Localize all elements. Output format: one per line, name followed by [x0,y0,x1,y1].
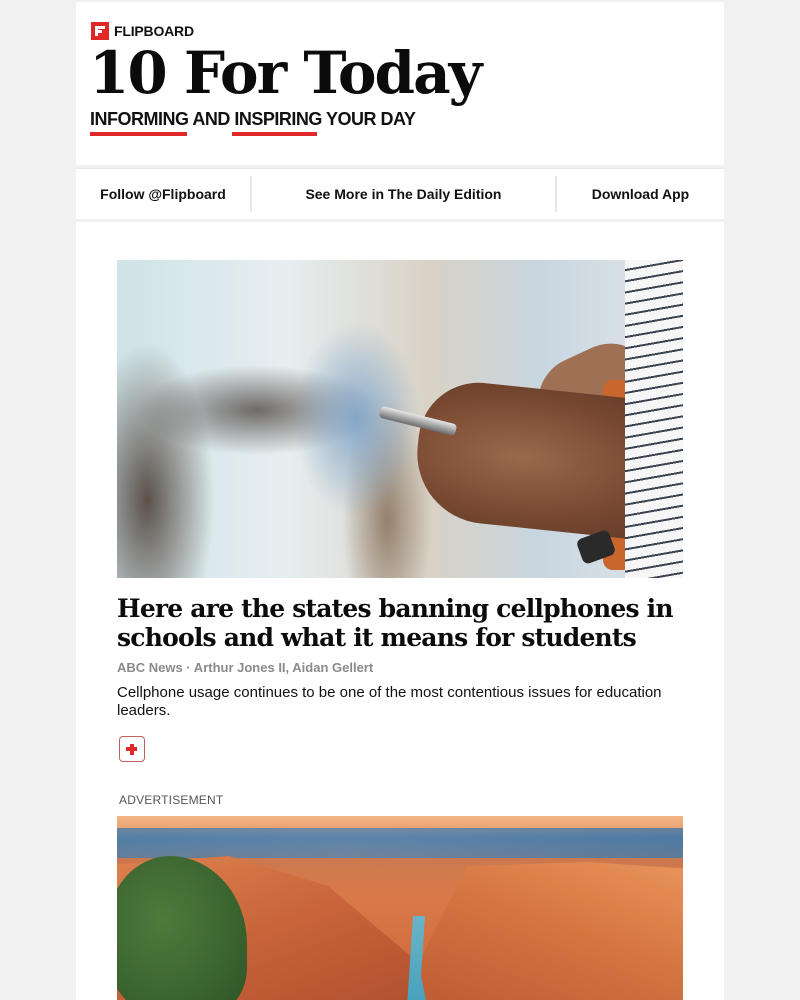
article-card [76,222,724,1000]
article-headline[interactable]: Here are the states banning cellphones in schools and what it means for students [117,594,673,652]
page-title: 10 For Today [89,39,481,107]
add-to-flipboard-button[interactable] [119,736,145,762]
photo-striped-shirt [625,260,683,578]
follow-flipboard-link[interactable]: Follow @Flipboard [100,186,226,202]
ad-mesa [117,828,683,858]
brand-name: FLIPBOARD [114,23,194,39]
download-app-link[interactable]: Download App [591,186,690,202]
plus-icon-vertical [130,744,134,755]
ad-cliff-right [407,846,683,1000]
tagline-underline-2 [232,132,317,136]
article-hero-image[interactable] [117,260,683,578]
nav-bar [76,168,724,219]
article-byline: ABC News · Arthur Jones II, Aidan Gellert [117,660,374,675]
see-more-daily-edition-link[interactable]: See More in The Daily Edition [305,186,502,202]
email-container [76,0,724,1000]
tagline-underline-1 [90,132,187,136]
article-summary: Cellphone usage continues to be one of the most contentious issues for education leaders. [117,684,662,719]
advertisement-label: ADVERTISEMENT [119,793,224,807]
advertisement-image[interactable] [117,816,683,1000]
tagline: INFORMING AND INSPIRING YOUR DAY [90,109,416,129]
header [76,2,724,165]
